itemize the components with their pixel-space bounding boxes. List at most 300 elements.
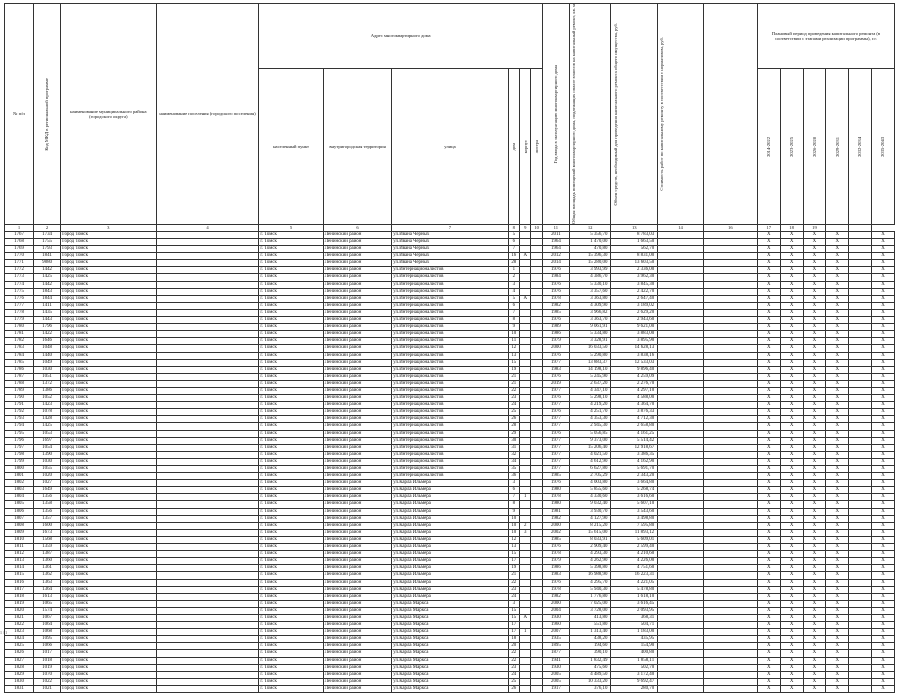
- cost2-value: [658, 466, 704, 473]
- cost2-value: [658, 231, 704, 238]
- cost-value: 3 962,30: [611, 274, 658, 281]
- locality-name: г. Томск: [259, 437, 323, 444]
- table-row: [5, 480, 895, 487]
- settlement-name: [156, 473, 259, 480]
- row-number: 1828: [5, 664, 34, 671]
- cost2-value: [658, 536, 704, 543]
- territory-name: Ленинский район: [323, 636, 392, 643]
- period-mark: X: [780, 593, 803, 600]
- settlement-name: [156, 366, 259, 373]
- house-number: 7: [508, 494, 519, 501]
- cost-value: 3 883,00: [611, 331, 658, 338]
- mkd-id: 1030: [34, 366, 61, 373]
- cost2-value: [658, 423, 704, 430]
- locality-name: г. Томск: [259, 480, 323, 487]
- period-mark: X: [803, 657, 826, 664]
- locality-name: г. Томск: [259, 359, 323, 366]
- extra-cell: [703, 416, 757, 423]
- header-extra: [703, 4, 757, 225]
- territory-name: Ленинский район: [323, 373, 392, 380]
- letter: [531, 544, 542, 551]
- locality-name: г. Томск: [259, 267, 323, 274]
- period-mark: X: [757, 458, 780, 465]
- period-mark: X: [757, 643, 780, 650]
- period-mark: [849, 409, 872, 416]
- street-name: ул.Карла Ильмера: [392, 501, 508, 508]
- house-number: 24: [508, 402, 519, 409]
- period-mark: X: [872, 352, 895, 359]
- row-number: 1816: [5, 579, 34, 586]
- district-name: Город Томск: [61, 444, 157, 451]
- period-mark: X: [826, 685, 849, 692]
- extra-cell: [703, 253, 757, 260]
- period-mark: X: [780, 664, 803, 671]
- period-mark: X: [803, 458, 826, 465]
- period-mark: [849, 352, 872, 359]
- period-mark: X: [780, 331, 803, 338]
- area-value: 8 215,20: [569, 522, 611, 529]
- settlement-name: [156, 387, 259, 394]
- settlement-name: [156, 281, 259, 288]
- period-mark: [849, 629, 872, 636]
- letter: [531, 607, 542, 614]
- period-mark: [849, 444, 872, 451]
- settlement-name: [156, 380, 259, 387]
- table-row: [5, 622, 895, 629]
- header-cost2: Стоимость работ по капитальному ремонту в соответствии с нормативом, руб.: [658, 4, 704, 225]
- extra-cell: [703, 331, 757, 338]
- building-number: [520, 366, 531, 373]
- district-name: Город Томск: [61, 338, 157, 345]
- letter: [531, 494, 542, 501]
- locality-name: г. Томск: [259, 345, 323, 352]
- period-mark: [849, 359, 872, 366]
- letter: [531, 565, 542, 572]
- territory-name: Ленинский район: [323, 239, 392, 246]
- cost-value: 435,95: [611, 636, 658, 643]
- build-year: 1960: [542, 622, 569, 629]
- house-number: 21: [508, 380, 519, 387]
- letter: [531, 317, 542, 324]
- build-year: 2004: [542, 607, 569, 614]
- street-name: ул.Интернационалистов: [392, 295, 508, 302]
- period-mark: X: [757, 395, 780, 402]
- row-number: 1803: [5, 487, 34, 494]
- row-number: 1831: [5, 685, 34, 692]
- period-mark: X: [872, 423, 895, 430]
- building-number: [520, 473, 531, 480]
- period-mark: X: [757, 239, 780, 246]
- cost2-value: [658, 650, 704, 657]
- building-number: 3: [520, 529, 531, 536]
- period-mark: X: [780, 451, 803, 458]
- cost2-value: [658, 451, 704, 458]
- period-mark: [849, 678, 872, 685]
- row-number: 1772: [5, 267, 34, 274]
- territory-name: Ленинский район: [323, 423, 392, 430]
- period-mark: X: [872, 593, 895, 600]
- house-number: 24: [508, 671, 519, 678]
- area-value: 4 353,30: [569, 416, 611, 423]
- building-number: [520, 239, 531, 246]
- row-number: 1824: [5, 636, 34, 643]
- table-row: [5, 231, 895, 238]
- building-number: [520, 437, 531, 444]
- period-mark: X: [803, 678, 826, 685]
- mkd-id: 1442: [34, 267, 61, 274]
- table-row: [5, 572, 895, 579]
- row-number: 1797: [5, 444, 34, 451]
- period-mark: X: [757, 373, 780, 380]
- locality-name: г. Томск: [259, 387, 323, 394]
- settlement-name: [156, 494, 259, 501]
- period-mark: X: [872, 678, 895, 685]
- period-mark: X: [757, 380, 780, 387]
- period-mark: X: [826, 643, 849, 650]
- build-year: 2014: [542, 260, 569, 267]
- cost2-value: [658, 579, 704, 586]
- area-value: 3 328,91: [569, 338, 611, 345]
- building-number: [520, 373, 531, 380]
- letter: [531, 579, 542, 586]
- house-number: 10: [508, 515, 519, 522]
- build-year: 1930: [542, 664, 569, 671]
- locality-name: г. Томск: [259, 444, 323, 451]
- area-value: 15 615,00: [569, 529, 611, 536]
- period-mark: X: [826, 380, 849, 387]
- table-row: [5, 515, 895, 522]
- area-value: 6 627,80: [569, 466, 611, 473]
- period-mark: X: [826, 501, 849, 508]
- district-name: Город Томск: [61, 302, 157, 309]
- settlement-name: [156, 544, 259, 551]
- territory-name: Ленинский район: [323, 246, 392, 253]
- letter: [531, 260, 542, 267]
- period-mark: X: [757, 565, 780, 572]
- period-mark: X: [826, 522, 849, 529]
- mkd-id: 1022: [34, 678, 61, 685]
- locality-name: г. Томск: [259, 664, 323, 671]
- cost2-value: [658, 480, 704, 487]
- settlement-name: [156, 650, 259, 657]
- cost-value: 3 616,60: [611, 494, 658, 501]
- period-mark: [849, 565, 872, 572]
- period-mark: X: [803, 629, 826, 636]
- cost2-value: [658, 685, 704, 692]
- letter: [531, 636, 542, 643]
- letter: [531, 600, 542, 607]
- area-value: 470,80: [569, 246, 611, 253]
- cost2-value: [658, 522, 704, 529]
- area-value: 390,10: [569, 650, 611, 657]
- row-number: 1774: [5, 281, 34, 288]
- house-number: 9: [508, 508, 519, 515]
- row-number: 1786: [5, 366, 34, 373]
- extra-cell: [703, 409, 757, 416]
- street-name: ул.Интернационалистов: [392, 373, 508, 380]
- territory-name: Ленинский район: [323, 614, 392, 621]
- period-mark: X: [757, 366, 780, 373]
- mkd-id: 1734: [34, 231, 61, 238]
- district-name: Город Томск: [61, 274, 157, 281]
- mkd-id: 1362: [34, 572, 61, 579]
- cost-value: 3 876,33: [611, 409, 658, 416]
- locality-name: г. Томск: [259, 239, 323, 246]
- locality-name: г. Томск: [259, 317, 323, 324]
- period-mark: X: [780, 622, 803, 629]
- period-mark: X: [872, 529, 895, 536]
- area-value: 2 637,20: [569, 380, 611, 387]
- cost2-value: [658, 387, 704, 394]
- row-number: 1795: [5, 430, 34, 437]
- period-mark: X: [826, 409, 849, 416]
- housing-program-table: [4, 3, 895, 693]
- period-mark: X: [803, 359, 826, 366]
- period-mark: X: [826, 607, 849, 614]
- period-mark: X: [872, 586, 895, 593]
- period-mark: X: [803, 416, 826, 423]
- district-name: Город Томск: [61, 657, 157, 664]
- territory-name: Ленинский район: [323, 529, 392, 536]
- period-mark: X: [757, 650, 780, 657]
- district-name: Город Томск: [61, 586, 157, 593]
- district-name: Город Томск: [61, 458, 157, 465]
- district-name: Город Томск: [61, 565, 157, 572]
- territory-name: Ленинский район: [323, 586, 392, 593]
- period-mark: X: [780, 366, 803, 373]
- cost2-value: [658, 380, 704, 387]
- locality-name: г. Томск: [259, 253, 323, 260]
- area-value: 551,80: [569, 622, 611, 629]
- letter: [531, 331, 542, 338]
- period-mark: X: [826, 423, 849, 430]
- settlement-name: [156, 487, 259, 494]
- settlement-name: [156, 402, 259, 409]
- building-number: [520, 607, 531, 614]
- row-number: 1790: [5, 395, 34, 402]
- mkd-id: 1055: [34, 466, 61, 473]
- period-mark: X: [872, 416, 895, 423]
- period-mark: X: [826, 558, 849, 565]
- street-name: ул.Карла Ильмера: [392, 586, 508, 593]
- letter: [531, 373, 542, 380]
- house-number: 7: [508, 309, 519, 316]
- period-mark: X: [826, 430, 849, 437]
- build-year: 1985: [542, 473, 569, 480]
- building-number: 1: [520, 629, 531, 636]
- period-mark: X: [826, 579, 849, 586]
- build-year: 1977: [542, 402, 569, 409]
- period-mark: [849, 380, 872, 387]
- territory-name: Ленинский район: [323, 685, 392, 692]
- area-value: 4 386,70: [569, 274, 611, 281]
- period-mark: [849, 253, 872, 260]
- period-mark: X: [803, 380, 826, 387]
- street-name: ул.Интернационалистов: [392, 458, 508, 465]
- period-mark: X: [803, 664, 826, 671]
- area-value: 3 728,00: [569, 607, 611, 614]
- cost2-value: [658, 366, 704, 373]
- period-mark: X: [780, 501, 803, 508]
- territory-name: Ленинский район: [323, 359, 392, 366]
- header-year: Год ввода в эксплуатацию многоквартирного дома: [542, 4, 569, 225]
- territory-name: Ленинский район: [323, 572, 392, 579]
- header-address-group: Адрес многоквартирного дома: [259, 4, 543, 69]
- period-mark: X: [872, 395, 895, 402]
- locality-name: г. Томск: [259, 338, 323, 345]
- period-mark: X: [780, 239, 803, 246]
- area-value: 5 356,70: [569, 231, 611, 238]
- column-number-cell: 19: [803, 224, 826, 231]
- header-period-6: 2035-2043: [872, 69, 895, 225]
- settlement-name: [156, 451, 259, 458]
- build-year: 1978: [542, 551, 569, 558]
- settlement-name: [156, 239, 259, 246]
- period-mark: X: [872, 622, 895, 629]
- settlement-name: [156, 295, 259, 302]
- period-mark: X: [780, 572, 803, 579]
- mkd-id: 1020: [34, 473, 61, 480]
- period-mark: [849, 239, 872, 246]
- build-year: 2000: [542, 345, 569, 352]
- building-number: [520, 671, 531, 678]
- mkd-id: 1052: [34, 395, 61, 402]
- extra-cell: [703, 423, 757, 430]
- building-number: [520, 636, 531, 643]
- period-mark: X: [826, 352, 849, 359]
- period-mark: X: [757, 586, 780, 593]
- period-mark: X: [803, 324, 826, 331]
- period-mark: X: [826, 302, 849, 309]
- settlement-name: [156, 331, 259, 338]
- house-number: 10: [508, 331, 519, 338]
- district-name: Город Томск: [61, 558, 157, 565]
- mkd-id: 1841: [34, 253, 61, 260]
- cost2-value: [658, 671, 704, 678]
- period-mark: [849, 309, 872, 316]
- period-mark: X: [757, 579, 780, 586]
- mkd-id: 1356: [34, 494, 61, 501]
- period-mark: X: [872, 317, 895, 324]
- mkd-id: 1673: [34, 529, 61, 536]
- period-mark: [849, 302, 872, 309]
- build-year: 1985: [542, 309, 569, 316]
- cost-value: 2 336,00: [611, 267, 658, 274]
- mkd-id: 1363: [34, 579, 61, 586]
- period-mark: X: [872, 409, 895, 416]
- table-row: [5, 579, 895, 586]
- house-number: 3: [508, 281, 519, 288]
- build-year: 2002: [542, 529, 569, 536]
- build-year: 1976: [542, 430, 569, 437]
- settlement-name: [156, 551, 259, 558]
- territory-name: Ленинский район: [323, 309, 392, 316]
- settlement-name: [156, 302, 259, 309]
- house-number: 29: [508, 430, 519, 437]
- house-number: 20: [508, 643, 519, 650]
- house-number: 12: [508, 536, 519, 543]
- period-mark: X: [803, 494, 826, 501]
- street-name: ул.Интернационалистов: [392, 302, 508, 309]
- period-mark: X: [780, 352, 803, 359]
- period-mark: [849, 458, 872, 465]
- period-mark: X: [780, 636, 803, 643]
- row-number: 1806: [5, 508, 34, 515]
- letter: [531, 643, 542, 650]
- period-mark: X: [826, 231, 849, 238]
- period-mark: X: [826, 458, 849, 465]
- table-row: [5, 629, 895, 636]
- period-mark: [849, 295, 872, 302]
- territory-name: Ленинский район: [323, 643, 392, 650]
- letter: [531, 678, 542, 685]
- locality-name: г. Томск: [259, 650, 323, 657]
- period-mark: X: [757, 558, 780, 565]
- period-mark: [849, 544, 872, 551]
- row-number: 1799: [5, 458, 34, 465]
- building-number: [520, 281, 531, 288]
- street-name: ул.Интернационалистов: [392, 331, 508, 338]
- period-mark: X: [757, 246, 780, 253]
- period-mark: X: [826, 494, 849, 501]
- row-number: 1813: [5, 558, 34, 565]
- territory-name: Ленинский район: [323, 522, 392, 529]
- building-number: [520, 402, 531, 409]
- period-mark: X: [757, 281, 780, 288]
- extra-cell: [703, 359, 757, 366]
- cost-value: 4 161,25: [611, 430, 658, 437]
- period-mark: X: [803, 536, 826, 543]
- header-period-4: 2029-2031: [826, 69, 849, 225]
- cost-value: 8 783,03: [611, 231, 658, 238]
- period-mark: X: [803, 579, 826, 586]
- street-name: ул.Интернационалистов: [392, 437, 508, 444]
- row-number: 1771: [5, 260, 34, 267]
- district-name: Город Томск: [61, 536, 157, 543]
- street-name: ул.Интернационалистов: [392, 288, 508, 295]
- building-number: [520, 685, 531, 692]
- row-number: 1792: [5, 409, 34, 416]
- period-mark: [849, 636, 872, 643]
- extra-cell: [703, 451, 757, 458]
- table-row: [5, 402, 895, 409]
- build-year: 1976: [542, 317, 569, 324]
- period-mark: X: [872, 685, 895, 692]
- period-mark: X: [803, 288, 826, 295]
- cost2-value: [658, 487, 704, 494]
- territory-name: Ленинский район: [323, 387, 392, 394]
- row-number: 1802: [5, 480, 34, 487]
- district-name: Город Томск: [61, 267, 157, 274]
- period-mark: [849, 395, 872, 402]
- extra-cell: [703, 317, 757, 324]
- district-name: Город Томск: [61, 671, 157, 678]
- period-mark: X: [757, 501, 780, 508]
- mkd-id: 1422: [34, 331, 61, 338]
- street-name: ул.Интернационалистов: [392, 267, 508, 274]
- letter: [531, 231, 542, 238]
- row-number: 1821: [5, 614, 34, 621]
- district-name: Город Томск: [61, 239, 157, 246]
- letter: [531, 444, 542, 451]
- locality-name: г. Томск: [259, 579, 323, 586]
- mkd-id: 1018: [34, 657, 61, 664]
- header-letter: литера: [531, 69, 542, 225]
- cost2-value: [658, 246, 704, 253]
- street-name: ул.Интернационалистов: [392, 345, 508, 352]
- table-row: [5, 600, 895, 607]
- locality-name: г. Томск: [259, 352, 323, 359]
